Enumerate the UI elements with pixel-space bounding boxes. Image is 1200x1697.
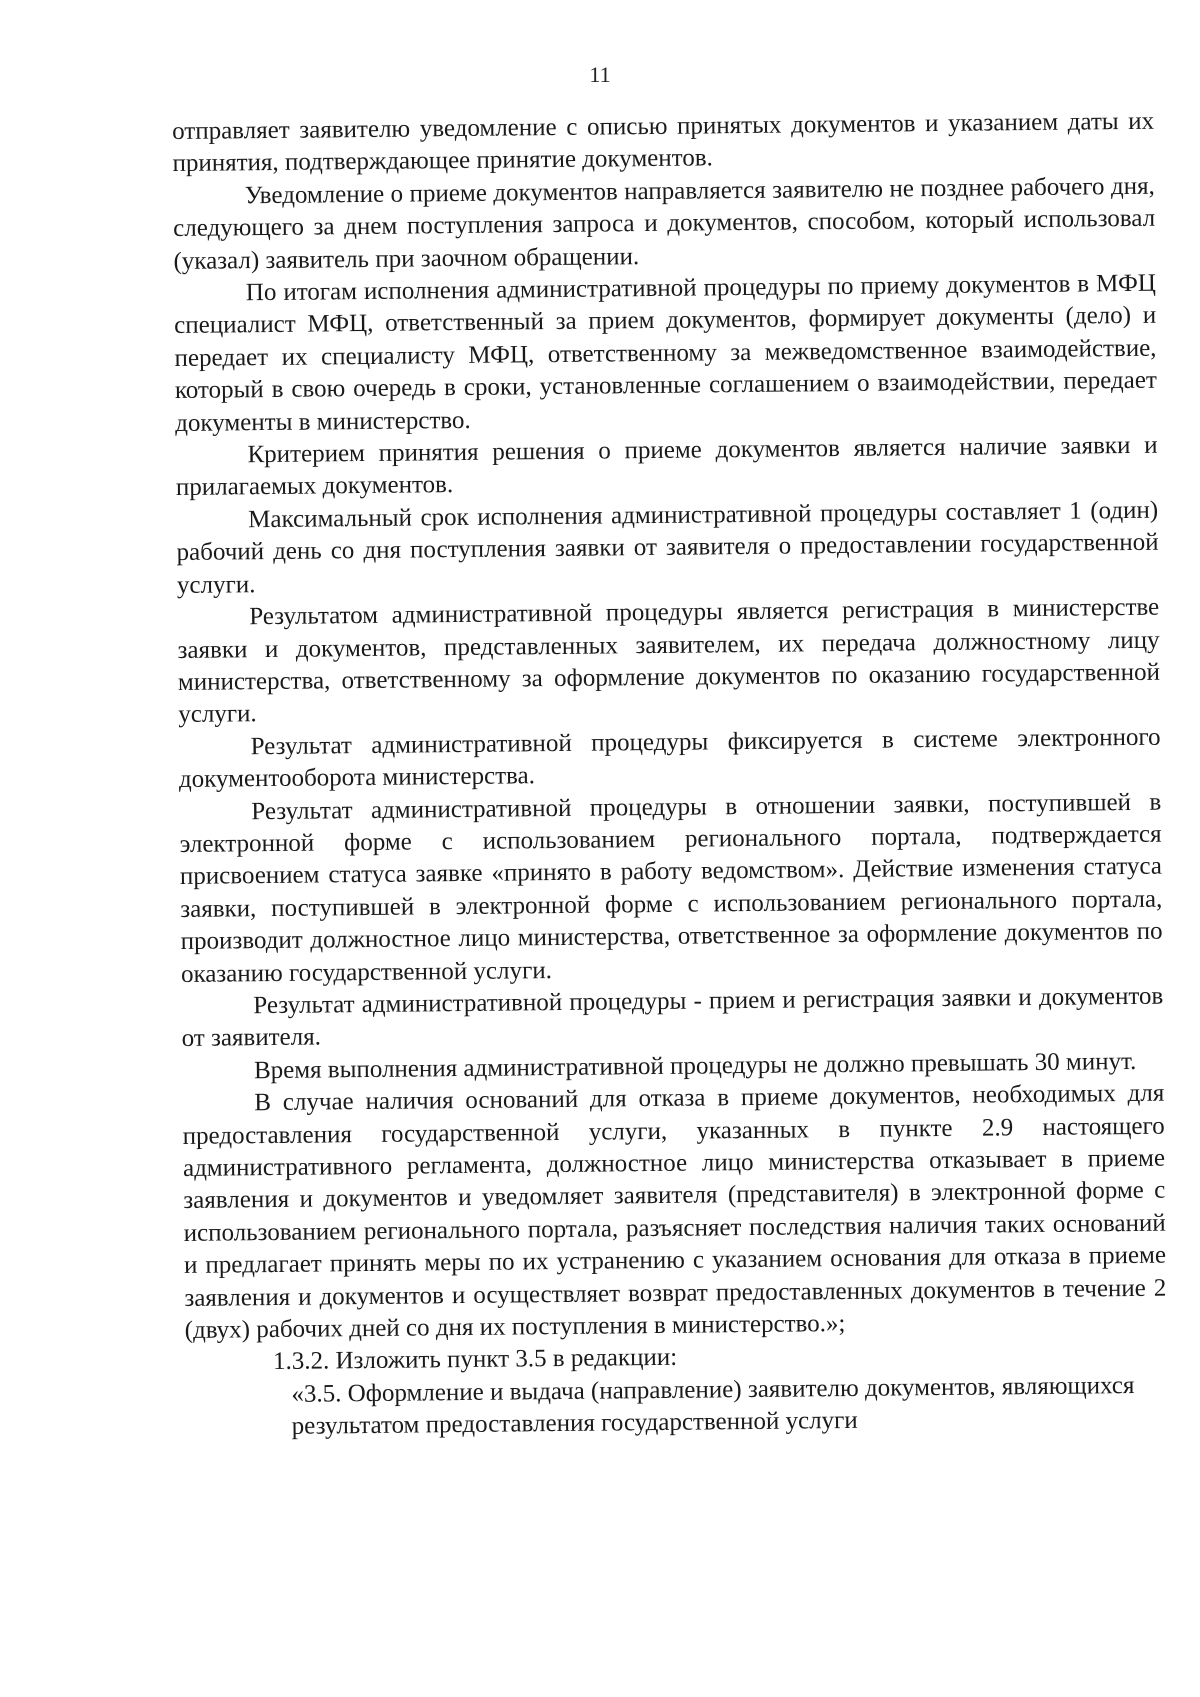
page-number: 11	[589, 62, 611, 87]
paragraph: Максимальный срок исполнения административной процедуры составляет 1 (один) рабочий день со дня поступления заявки от заявителя о предоставлении государственной услуги.	[176, 496, 1159, 599]
paragraph: Результат административной процедуры фиксируется в системе электронного документооборота министерства.	[178, 723, 1161, 794]
paragraph: Результатом административной процедуры является регистрация в министерстве заявки и документов, представленных заявителем, их передача должностному лицу министерства, ответственному за оформление документов по оказанию государственной услуги.	[177, 593, 1161, 729]
paragraph: отправляет заявителю уведомление с описью принятых документов и указанием даты их принятия, подтверждающее принятие документов.	[172, 107, 1155, 178]
list-item: 1.3.2. Изложить пункт 3.5 в редакции:	[272, 1344, 678, 1376]
quoted-heading: «3.5. Оформление и выдача (направление) заявителю документов, являющихся результатом предоставления государственной услуги	[291, 1371, 1135, 1441]
paragraph: Критерием принятия решения о приеме документов является наличие заявки и прилагаемых документов.	[175, 431, 1158, 502]
paragraph: Уведомление о приеме документов направляется заявителю не позднее рабочего дня, следующего за днем поступления запроса и документов, способом, который использовал (указал) заявитель при заочном обращении.	[173, 172, 1156, 275]
document-body	[172, 106, 1168, 1445]
paragraph: Результат административной процедуры - прием и регистрация заявки и документов от заявителя.	[181, 982, 1164, 1053]
paragraph: В случае наличия оснований для отказа в приеме документов, необходимых для предоставления государственной услуги, указанных в пункте 2.9 настоящего административного регламента, должностное лицо министерства отказывает в приеме заявления и документов и уведомляет заявителя (представителя) в электронной форме с использованием регионального портала, разъясняет последствия наличия таких оснований и предлагает принять меры по их устранению с указанием основания для отказа в приеме заявления и документов и осуществляет возврат предоставленных документов в течение 2 (двух) рабочих дней со дня их поступления в министерство.»;	[182, 1079, 1167, 1344]
paragraph: По итогам исполнения административной процедуры по приему документов в МФЦ специалист МФЦ, ответственный за прием документов, формирует документы (дело) и передает их специалисту МФЦ, ответственному за межведомственное взаимодействие, который в свою очередь в сроки, установленные соглашением о взаимодействии, передает документы в министерство.	[174, 269, 1157, 437]
paragraph: Время выполнения административной процедуры не должно превышать 30 минут.	[253, 1047, 1137, 1084]
paragraph: Результат административной процедуры в отношении заявки, поступившей в электронной форме с использованием регионального портала, подтверждается присвоением статуса заявке «принято в работу ведомством». Действие изменения статуса заявки, поступившей в электронной форме с использованием регионального портала, производит должностное лицо министерства, ответственное за оформление документов по оказанию государственной услуги.	[179, 788, 1163, 988]
